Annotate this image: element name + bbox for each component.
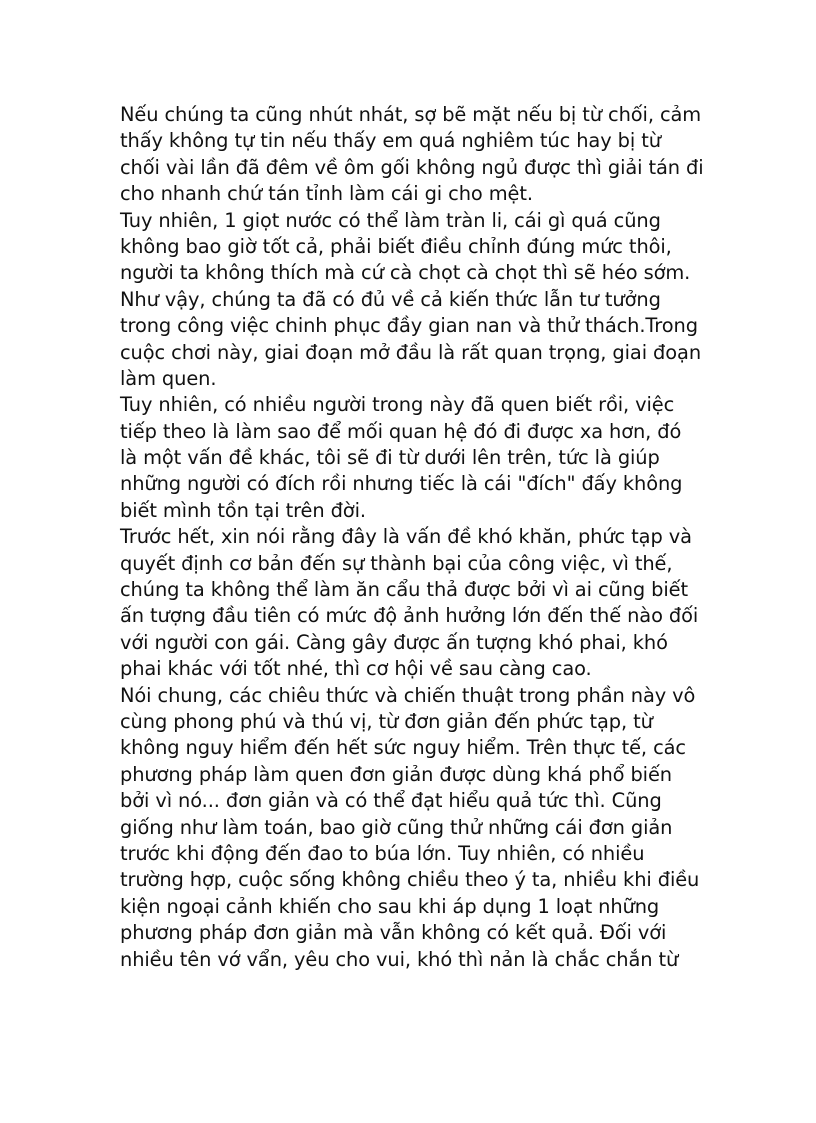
text-line: chúng ta không thể làm ăn cẩu thả được bởi vì ai cũng biết [120,578,688,602]
text-line: làm quen. [120,366,217,390]
text-line: Trước hết, xin nói rằng đây là vấn đề khó khăn, phức tạp và [120,525,692,549]
text-line: nhiều tên vớ vẩn, yêu cho vui, khó thì nản là chắc chắn từ [120,947,679,971]
body-text [120,102,710,973]
text-line: Nói chung, các chiêu thức và chiến thuật trong phần này vô [120,683,696,707]
text-line: trường hợp, cuộc sống không chiều theo ý ta, nhiều khi điều [120,868,700,892]
text-line: cuộc chơi này, giai đoạn mở đầu là rất quan trọng, giai đoạn [120,340,702,364]
text-line: Như vậy, chúng ta đã có đủ về cả kiến thức lẫn tư tưởng [120,287,661,311]
text-line: cho nhanh chứ tán tỉnh làm cái gi cho mệt. [120,182,533,206]
text-line: phương pháp đơn giản mà vẫn không có kết quả. Đối với [120,921,667,945]
text-line: trước khi động đến đao to búa lớn. Tuy nhiên, có nhiều [120,841,645,865]
text-line: là một vấn đề khác, tôi sẽ đi từ dưới lên trên, tức là giúp [120,446,660,470]
text-line: chối vài lần đã đêm về ôm gối không ngủ được thì giải tán đi [120,155,704,179]
text-line: trong công việc chinh phục đầy gian nan và thử thách.Trong [120,314,698,338]
text-line: phai khác với tốt nhé, thì cơ hội về sau càng cao. [120,657,592,681]
text-line: tiếp theo là làm sao để mối quan hệ đó đi được xa hơn, đó [120,419,682,443]
text-line: quyết định cơ bản đến sự thành bại của công việc, vì thế, [120,551,673,575]
text-line: không bao giờ tốt cả, phải biết điều chỉnh đúng mức thôi, [120,234,672,258]
text-line: ấn tượng đầu tiên có mức độ ảnh hưởng lớn đến thế nào đối [120,604,699,628]
text-line: những người có đích rồi nhưng tiếc là cái "đích" đấy không [120,472,683,496]
text-line: phương pháp làm quen đơn giản được dùng khá phổ biến [120,762,672,786]
text-line: không nguy hiểm đến hết sức nguy hiểm. Trên thực tế, các [120,736,686,760]
text-line: kiện ngoại cảnh khiến cho sau khi áp dụng 1 loạt những [120,894,660,918]
text-line: với người con gái. Càng gây được ấn tượng khó phai, khó [120,630,668,654]
text-line: bởi vì nó... đơn giản và có thể đạt hiểu quả tức thì. Cũng [120,789,662,813]
text-line: Tuy nhiên, có nhiều người trong này đã quen biết rồi, việc [120,393,675,417]
text-line: cùng phong phú và thú vị, từ đơn giản đến phức tạp, từ [120,709,653,733]
text-line: thấy không tự tin nếu thấy em quá nghiêm túc hay bị từ [120,129,661,153]
text-line: biết mình tồn tại trên đời. [120,498,366,522]
text-line: Tuy nhiên, 1 giọt nước có thể làm tràn li, cái gì quá cũng [120,208,661,232]
text-line: giống như làm toán, bao giờ cũng thử những cái đơn giản [120,815,673,839]
text-line: người ta không thích mà cứ cà chọt cà chọt thì sẽ héo sớm. [120,261,691,285]
text-line: Nếu chúng ta cũng nhút nhát, sợ bẽ mặt nếu bị từ chối, cảm [120,103,702,126]
